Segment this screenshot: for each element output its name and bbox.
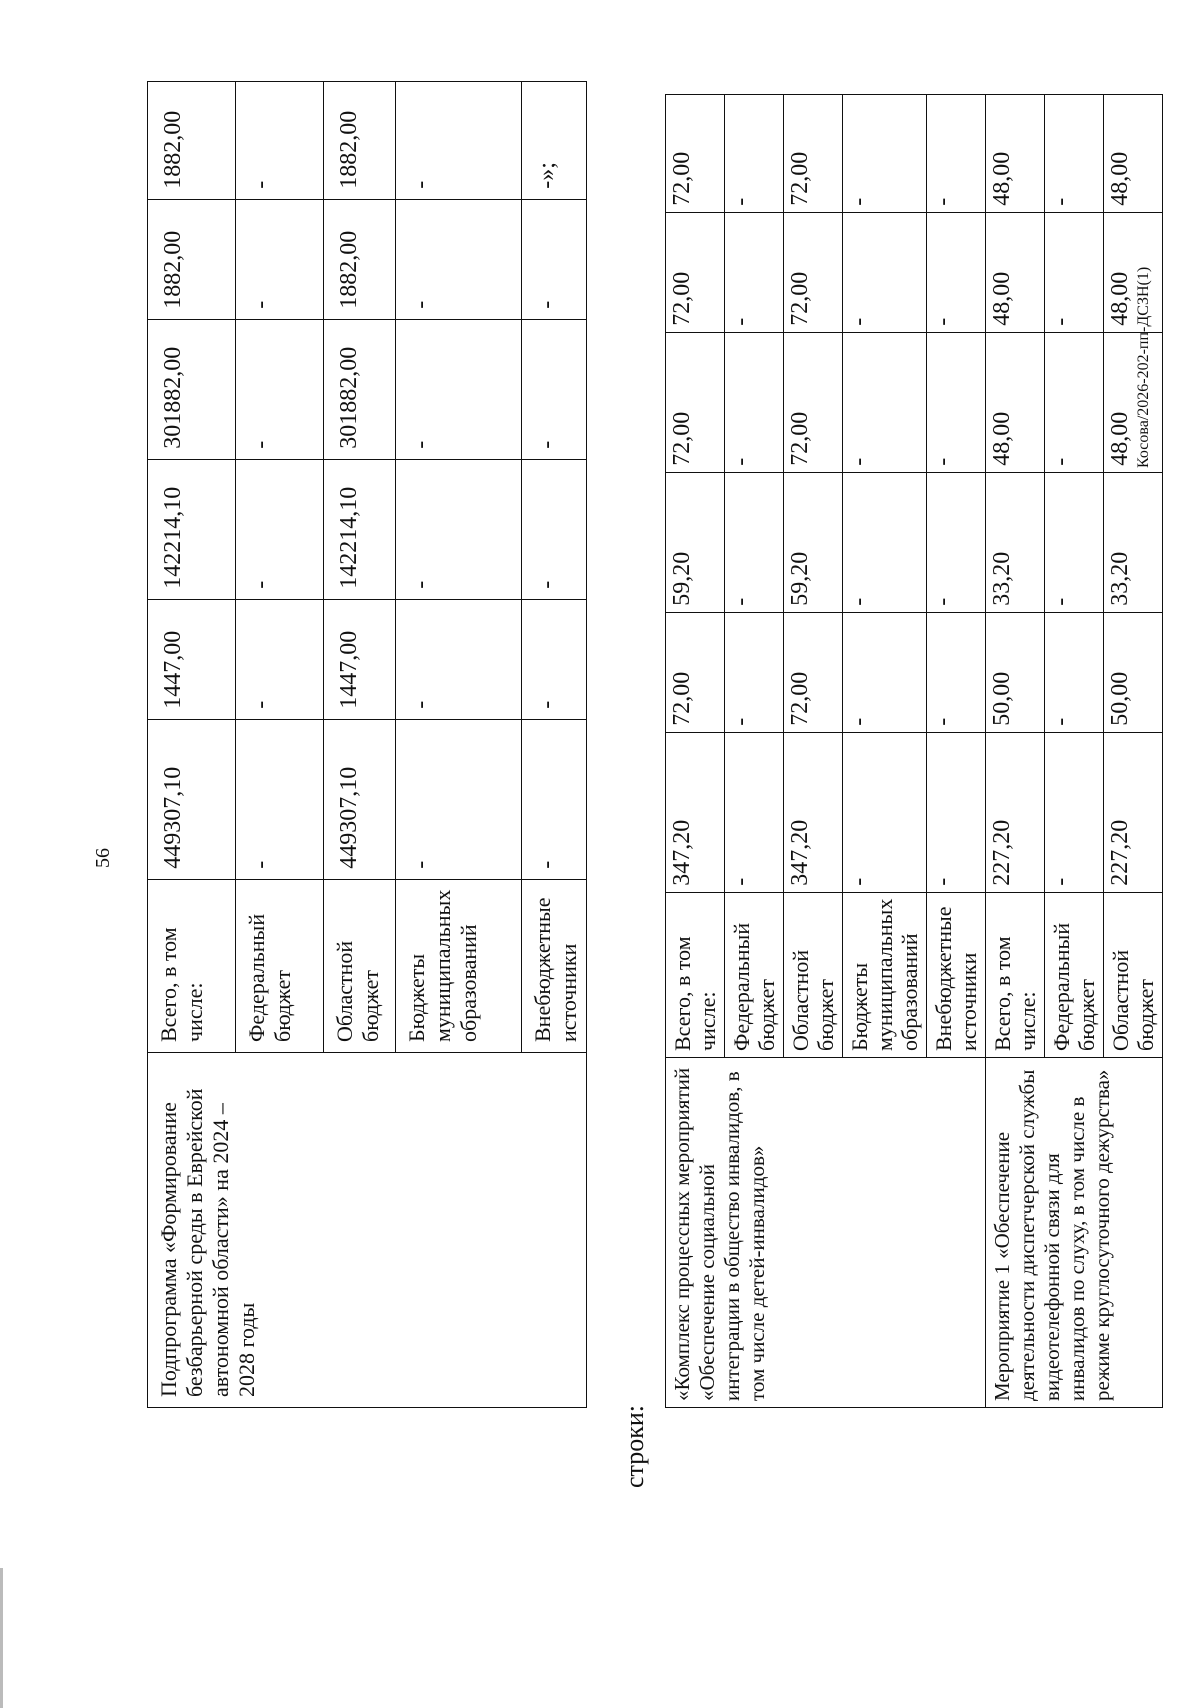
value-cell: -: [522, 459, 587, 599]
document-code: Косова/2026-202-пп-ДСЗН(1): [1135, 266, 1152, 468]
value-cell: 48,00: [1104, 332, 1163, 472]
value-cell: 72,00: [666, 612, 725, 732]
value-cell: -: [725, 332, 784, 472]
value-cell: -: [1045, 332, 1104, 472]
value-cell: -: [396, 319, 522, 459]
value-cell: 347,20: [666, 732, 725, 892]
value-cell: 449307,10: [148, 719, 236, 879]
value-cell: -: [843, 94, 927, 212]
value-cell: -: [725, 472, 784, 612]
funding-source-cell: Внебюджетные источники: [522, 879, 587, 1052]
funding-source-cell: Областной бюджет: [324, 879, 396, 1052]
value-cell: 1882,00: [148, 199, 236, 319]
value-cell: 347,20: [784, 732, 843, 892]
value-cell: -: [927, 212, 986, 332]
value-cell: 50,00: [986, 612, 1045, 732]
value-cell: 1447,00: [324, 599, 396, 719]
value-cell: 59,20: [666, 472, 725, 612]
funding-source-cell: Всего, в том числе:: [148, 879, 236, 1052]
value-cell: -: [396, 199, 522, 319]
funding-source-cell: Федеральный бюджет: [725, 892, 784, 1057]
value-cell: 72,00: [666, 212, 725, 332]
value-cell: -: [1045, 212, 1104, 332]
value-cell: -: [1045, 472, 1104, 612]
value-cell: -: [236, 719, 324, 879]
value-cell: -: [725, 212, 784, 332]
value-cell: -: [236, 81, 324, 199]
table-row: [986, 94, 1045, 1407]
value-cell: 301882,00: [324, 319, 396, 459]
value-cell: -: [927, 612, 986, 732]
value-cell: -: [236, 599, 324, 719]
value-cell: 72,00: [666, 332, 725, 472]
value-cell: 227,20: [986, 732, 1045, 892]
value-cell: -: [522, 719, 587, 879]
value-cell: 227,20: [1104, 732, 1163, 892]
value-cell: 449307,10: [324, 719, 396, 879]
value-cell: 301882,00: [148, 319, 236, 459]
table-row: [148, 81, 236, 1407]
funding-source-cell: Областной бюджет: [784, 892, 843, 1057]
value-cell: 48,00: [986, 94, 1045, 212]
value-cell: -: [725, 612, 784, 732]
value-cell: -: [396, 719, 522, 879]
value-cell: 142214,10: [324, 459, 396, 599]
value-cell: -: [927, 332, 986, 472]
budget-table-measures: [665, 94, 1163, 1408]
value-cell: -: [927, 732, 986, 892]
value-cell: 1882,00: [148, 81, 236, 199]
funding-source-cell: Областной бюджет: [1104, 892, 1163, 1057]
value-cell: 59,20: [784, 472, 843, 612]
value-cell: -: [396, 599, 522, 719]
value-cell: 72,00: [784, 612, 843, 732]
value-cell: 72,00: [784, 94, 843, 212]
value-cell: 48,00: [1104, 212, 1163, 332]
value-cell: 50,00: [1104, 612, 1163, 732]
table-row: [666, 94, 725, 1407]
value-cell: -: [236, 199, 324, 319]
value-cell: -: [843, 612, 927, 732]
value-cell: 48,00: [986, 332, 1045, 472]
scan-artifact: [0, 1568, 3, 1708]
value-cell: -: [236, 319, 324, 459]
value-cell: -: [522, 319, 587, 459]
section-separator: строки:: [620, 1405, 649, 1488]
value-cell: -: [396, 81, 522, 199]
value-cell: -: [843, 332, 927, 472]
value-cell: 1447,00: [148, 599, 236, 719]
value-cell: -: [1045, 94, 1104, 212]
budget-table-subprogram: [147, 81, 587, 1408]
value-cell: 48,00: [986, 212, 1045, 332]
funding-source-cell: Внебюджетные источники: [927, 892, 986, 1057]
value-cell: 72,00: [784, 212, 843, 332]
value-cell: -: [1045, 612, 1104, 732]
funding-source-cell: Всего, в том числе:: [666, 892, 725, 1057]
measure-name-cell: Мероприятие 1 «Обеспечение деятельности диспетчерской службы видеотелефонной связи для инвалидов по слуху, в том числе в режиме круглосуточного дежурства»: [986, 1058, 1163, 1408]
value-cell: -: [927, 94, 986, 212]
page-number: 56: [92, 848, 114, 868]
funding-source-cell: Бюджеты муниципальных образований: [396, 879, 522, 1052]
value-cell: 1882,00: [324, 199, 396, 319]
value-cell: 48,00: [1104, 94, 1163, 212]
value-cell: 72,00: [784, 332, 843, 472]
value-cell: -: [522, 199, 587, 319]
value-cell: 33,20: [986, 472, 1045, 612]
value-cell: 33,20: [1104, 472, 1163, 612]
value-cell: -: [843, 732, 927, 892]
value-cell: -: [725, 732, 784, 892]
value-cell: 142214,10: [148, 459, 236, 599]
program-name-cell: Подпрограмма «Формирование безбарьерной среды в Еврейской автономной области» на 2024 – 2028 годы: [148, 1053, 587, 1408]
value-cell: -: [396, 459, 522, 599]
funding-source-cell: Бюджеты муниципальных образований: [843, 892, 927, 1057]
value-cell: 1882,00: [324, 81, 396, 199]
funding-source-cell: Всего, в том числе:: [986, 892, 1045, 1057]
value-cell: -: [843, 212, 927, 332]
funding-source-cell: Федеральный бюджет: [1045, 892, 1104, 1057]
value-cell: -: [1045, 732, 1104, 892]
value-cell: 72,00: [666, 94, 725, 212]
value-cell: -: [843, 472, 927, 612]
value-cell: -: [725, 94, 784, 212]
value-cell: -: [927, 472, 986, 612]
funding-source-cell: Федеральный бюджет: [236, 879, 324, 1052]
measure-name-cell: «Комплекс процессных мероприятий «Обеспечение социальной интеграции в общество инвалидов, в том числе детей-инвалидов»: [666, 1058, 986, 1408]
value-cell: -: [236, 459, 324, 599]
value-cell: -»;: [522, 81, 587, 199]
value-cell: -: [522, 599, 587, 719]
